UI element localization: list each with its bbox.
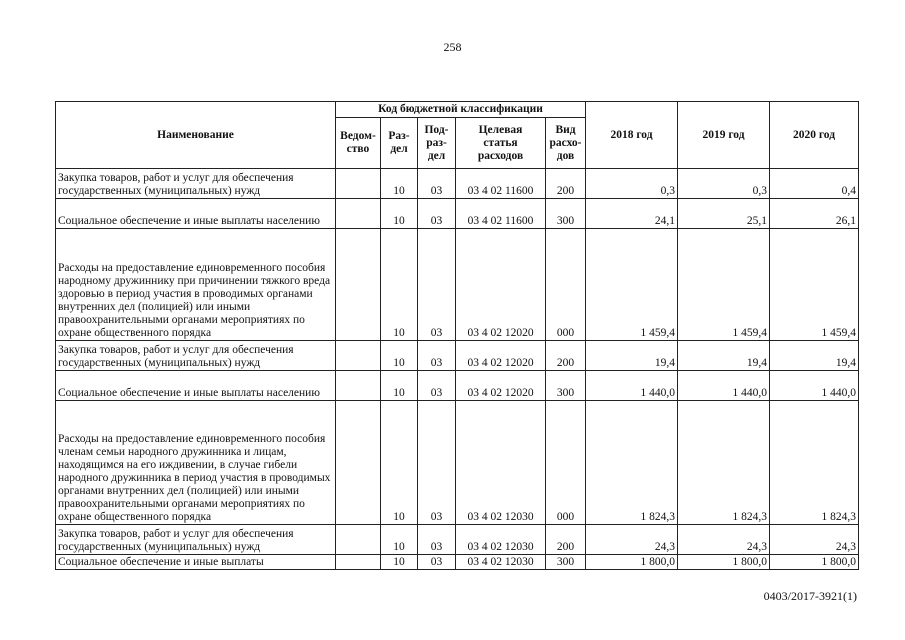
row-razdel-cell: 10 xyxy=(381,525,418,555)
table-row xyxy=(56,525,859,555)
row-podrazdel-cell: 03 xyxy=(418,341,456,371)
row-vedomstvo-cell xyxy=(336,525,381,555)
row-2018-cell: 24,1 xyxy=(586,199,678,229)
row-celevaya-cell: 03 4 02 11600 xyxy=(456,169,546,199)
row-name-cell: Расходы на предоставление единовременного пособия народному дружиннику при причинении тяжкого вреда здоровью в период участия в проводимых органами внутренних дел (полицией) или иными правоохранительными органами мероприятиях по охране общественного порядка xyxy=(56,229,336,341)
row-name-cell: Закупка товаров, работ и услуг для обеспечения государственных (муниципальных) нужд xyxy=(56,169,336,199)
row-2019-cell: 0,3 xyxy=(678,169,770,199)
row-vedomstvo-cell xyxy=(336,199,381,229)
header-vedomstvo: Ведом- ство xyxy=(336,118,381,169)
row-vedomstvo-cell xyxy=(336,341,381,371)
row-razdel-cell: 10 xyxy=(381,371,418,401)
row-vedomstvo-cell xyxy=(336,371,381,401)
row-razdel-cell: 10 xyxy=(381,229,418,341)
header-budget-code-group: Код бюджетной классификации xyxy=(336,102,586,118)
header-2019: 2019 год xyxy=(678,102,770,169)
row-name-cell: Социальное обеспечение и иные выплаты xyxy=(56,555,336,570)
row-2018-cell: 0,3 xyxy=(586,169,678,199)
row-2019-cell: 24,3 xyxy=(678,525,770,555)
row-2020-cell: 1 824,3 xyxy=(770,401,859,525)
row-2018-cell: 19,4 xyxy=(586,341,678,371)
row-2018-cell: 1 459,4 xyxy=(586,229,678,341)
row-2019-cell: 19,4 xyxy=(678,341,770,371)
header-vid: Вид расхо- дов xyxy=(546,118,586,169)
row-name-cell: Закупка товаров, работ и услуг для обеспечения государственных (муниципальных) нужд xyxy=(56,341,336,371)
document-code: 0403/2017-3921(1) xyxy=(763,589,857,603)
row-vedomstvo-cell xyxy=(336,169,381,199)
row-2020-cell: 1 440,0 xyxy=(770,371,859,401)
row-celevaya-cell: 03 4 02 12020 xyxy=(456,341,546,371)
row-podrazdel-cell: 03 xyxy=(418,401,456,525)
table-row xyxy=(56,229,859,341)
row-vedomstvo-cell xyxy=(336,401,381,525)
row-podrazdel-cell: 03 xyxy=(418,525,456,555)
row-razdel-cell: 10 xyxy=(381,401,418,525)
row-podrazdel-cell: 03 xyxy=(418,555,456,570)
row-2019-cell: 1 824,3 xyxy=(678,401,770,525)
header-podrazdel: Под- раз- дел xyxy=(418,118,456,169)
row-2020-cell: 1 459,4 xyxy=(770,229,859,341)
table-row xyxy=(56,371,859,401)
row-2018-cell: 1 800,0 xyxy=(586,555,678,570)
table-row xyxy=(56,199,859,229)
budget-table xyxy=(55,101,859,570)
row-2019-cell: 1 800,0 xyxy=(678,555,770,570)
table-body xyxy=(56,169,859,570)
row-name-cell: Социальное обеспечение и иные выплаты населению xyxy=(56,371,336,401)
row-2018-cell: 24,3 xyxy=(586,525,678,555)
row-vedomstvo-cell xyxy=(336,555,381,570)
header-2020: 2020 год xyxy=(770,102,859,169)
row-2020-cell: 0,4 xyxy=(770,169,859,199)
row-2018-cell: 1 824,3 xyxy=(586,401,678,525)
row-celevaya-cell: 03 4 02 12030 xyxy=(456,401,546,525)
table-row xyxy=(56,341,859,371)
table-row xyxy=(56,169,859,199)
row-2019-cell: 25,1 xyxy=(678,199,770,229)
row-name-cell: Закупка товаров, работ и услуг для обеспечения государственных (муниципальных) нужд xyxy=(56,525,336,555)
table-row xyxy=(56,401,859,525)
row-podrazdel-cell: 03 xyxy=(418,229,456,341)
row-2020-cell: 24,3 xyxy=(770,525,859,555)
table-row xyxy=(56,555,859,570)
row-vid-cell: 000 xyxy=(546,401,586,525)
row-name-cell: Расходы на предоставление единовременного пособия членам семьи народного дружинника и лицам, находящимся на его иждивении, в случае гибели народного дружинника в период участия в проводимых органами внутренних дел (полицией) или иными правоохранительными органами мероприятиях по охране общественного порядка xyxy=(56,401,336,525)
header-celevaya: Целевая статья расходов xyxy=(456,118,546,169)
row-2020-cell: 19,4 xyxy=(770,341,859,371)
row-2018-cell: 1 440,0 xyxy=(586,371,678,401)
row-celevaya-cell: 03 4 02 11600 xyxy=(456,199,546,229)
row-razdel-cell: 10 xyxy=(381,555,418,570)
row-vid-cell: 000 xyxy=(546,229,586,341)
row-vid-cell: 200 xyxy=(546,341,586,371)
row-vid-cell: 300 xyxy=(546,371,586,401)
row-vid-cell: 300 xyxy=(546,555,586,570)
row-celevaya-cell: 03 4 02 12020 xyxy=(456,229,546,341)
row-podrazdel-cell: 03 xyxy=(418,169,456,199)
row-name-cell: Социальное обеспечение и иные выплаты населению xyxy=(56,199,336,229)
row-2019-cell: 1 459,4 xyxy=(678,229,770,341)
row-vid-cell: 200 xyxy=(546,525,586,555)
row-vedomstvo-cell xyxy=(336,229,381,341)
row-celevaya-cell: 03 4 02 12030 xyxy=(456,555,546,570)
row-podrazdel-cell: 03 xyxy=(418,371,456,401)
header-2018: 2018 год xyxy=(586,102,678,169)
row-vid-cell: 300 xyxy=(546,199,586,229)
row-vid-cell: 200 xyxy=(546,169,586,199)
header-name: Наименование xyxy=(56,102,336,169)
row-razdel-cell: 10 xyxy=(381,199,418,229)
header-razdel: Раз- дел xyxy=(381,118,418,169)
row-2020-cell: 26,1 xyxy=(770,199,859,229)
row-2020-cell: 1 800,0 xyxy=(770,555,859,570)
row-razdel-cell: 10 xyxy=(381,169,418,199)
row-celevaya-cell: 03 4 02 12030 xyxy=(456,525,546,555)
row-2019-cell: 1 440,0 xyxy=(678,371,770,401)
row-celevaya-cell: 03 4 02 12020 xyxy=(456,371,546,401)
row-podrazdel-cell: 03 xyxy=(418,199,456,229)
page-number: 258 xyxy=(443,40,462,54)
row-razdel-cell: 10 xyxy=(381,341,418,371)
